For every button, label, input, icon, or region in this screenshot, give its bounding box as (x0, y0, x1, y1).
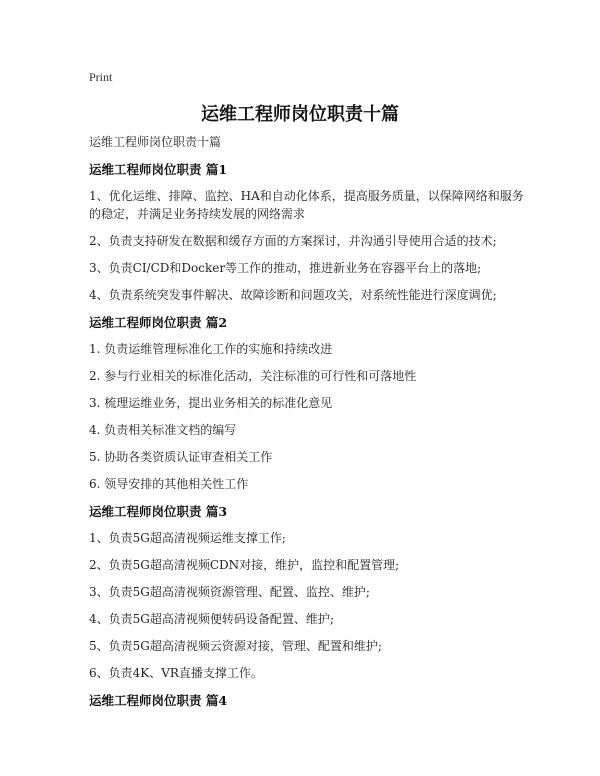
list-item: 2. 参与行业相关的标准化活动，关注标准的可行性和可落地性 (89, 369, 417, 383)
document-body (89, 133, 529, 718)
print-label: Print (89, 70, 113, 84)
document-subtitle: 运维工程师岗位职责十篇 (89, 135, 222, 149)
list-item: 1. 负责运维管理标准化工作的实施和持续改进 (89, 342, 333, 356)
list-item: 3、负责5G超高清视频资源管理、配置、监控、维护; (89, 585, 370, 599)
section-heading: 运维工程师岗位职责 篇3 (89, 504, 228, 519)
page-title: 运维工程师岗位职责十篇 (201, 104, 399, 125)
list-item: 4. 负责相关标准文档的编写 (89, 423, 237, 437)
list-item: 3. 梳理运维业务，提出业务相关的标准化意见 (89, 396, 333, 410)
list-item: 2、负责5G超高清视频CDN对接，维护，监控和配置管理; (89, 558, 400, 572)
list-item: 3、负责CI/CD和Docker等工作的推动，推进新业务在容器平台上的落地; (89, 261, 482, 275)
section-heading: 运维工程师岗位职责 篇4 (89, 693, 228, 708)
list-item: 5、负责5G超高清视频云资源对接，管理、配置和维护; (89, 639, 382, 653)
list-item: 4、负责5G超高清视频便转码设备配置、维护; (89, 612, 334, 626)
list-item: 1、负责5G超高清视频运维支撑工作; (89, 531, 286, 545)
list-item: 4、负责系统突发事件解决、故障诊断和问题攻关，对系统性能进行深度调优; (89, 288, 497, 302)
section-heading: 运维工程师岗位职责 篇1 (89, 162, 228, 177)
list-item: 2、负责支持研发在数据和缓存方面的方案探讨，并沟通引导使用合适的技术; (89, 234, 497, 248)
list-item: 5. 协助各类资质认证审查相关工作 (89, 450, 273, 464)
list-item: 6. 领导安排的其他相关性工作 (89, 477, 249, 491)
section-heading: 运维工程师岗位职责 篇2 (89, 315, 228, 330)
list-item: 1、优化运维、排障、监控、HA和自动化体系，提高服务质量，以保障网络和服务的稳定，并满足业务持续发展的网络需求 (89, 189, 524, 221)
section-1 (89, 161, 529, 304)
section-2 (89, 314, 529, 493)
section-4 (89, 692, 529, 710)
list-item: 6、负责4K、VR直播支撑工作。 (89, 666, 263, 680)
section-3 (89, 503, 529, 682)
